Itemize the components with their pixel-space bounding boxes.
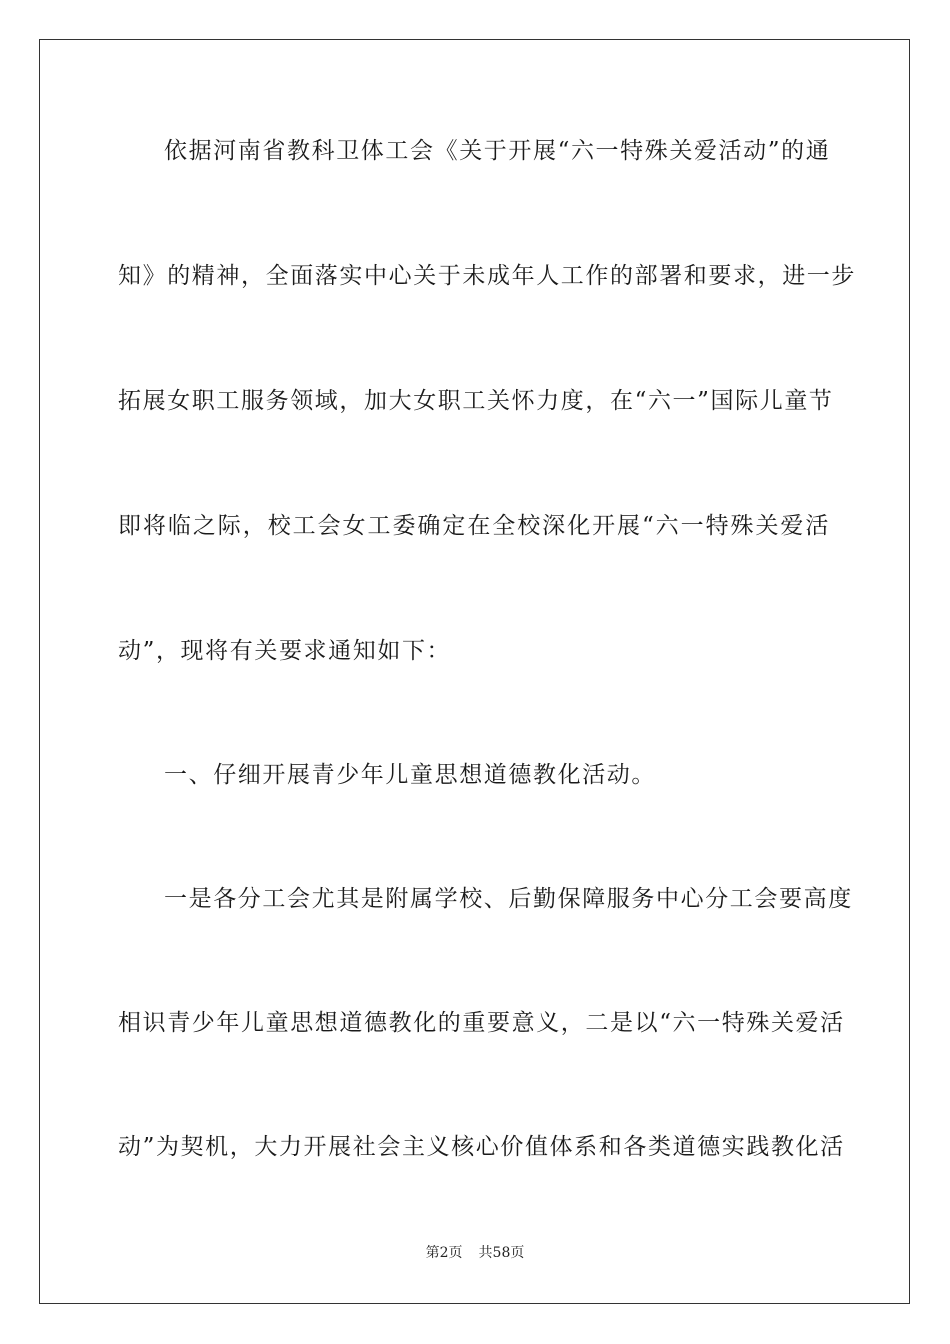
paragraph-1-line-3: 拓展女职工服务领域，加大女职工关怀力度，在“六一”国际儿童节 [118, 388, 834, 414]
paragraph-2-line-3: 动”为契机，大力开展社会主义核心价值体系和各类道德实践教化活 [118, 1134, 845, 1160]
paragraph-1-line-2: 知》的精神，全面落实中心关于未成年人工作的部署和要求，进一步 [118, 263, 856, 289]
page-total: 共58页 [478, 1245, 525, 1261]
paragraph-1-line-5: 动”，现将有关要求通知如下： [118, 638, 452, 664]
paragraph-1-line-4: 即将临之际，校工会女工委确定在全校深化开展“六一特殊关爱活 [118, 513, 830, 539]
section-heading-1: 一、仔细开展青少年儿童思想道德教化活动。 [164, 762, 656, 788]
paragraph-2-line-2: 相识青少年儿童思想道德教化的重要意义，二是以“六一特殊关爱活 [118, 1010, 845, 1036]
paragraph-2-line-1: 一是各分工会尤其是附属学校、后勤保障服务中心分工会要高度 [164, 886, 853, 912]
page-border [39, 39, 910, 1304]
paragraph-1-line-1: 依据河南省教科卫体工会《关于开展“六一特殊关爱活动”的通 [164, 138, 831, 164]
page-number: 第2页 [425, 1245, 463, 1261]
page-footer [0, 1244, 950, 1262]
